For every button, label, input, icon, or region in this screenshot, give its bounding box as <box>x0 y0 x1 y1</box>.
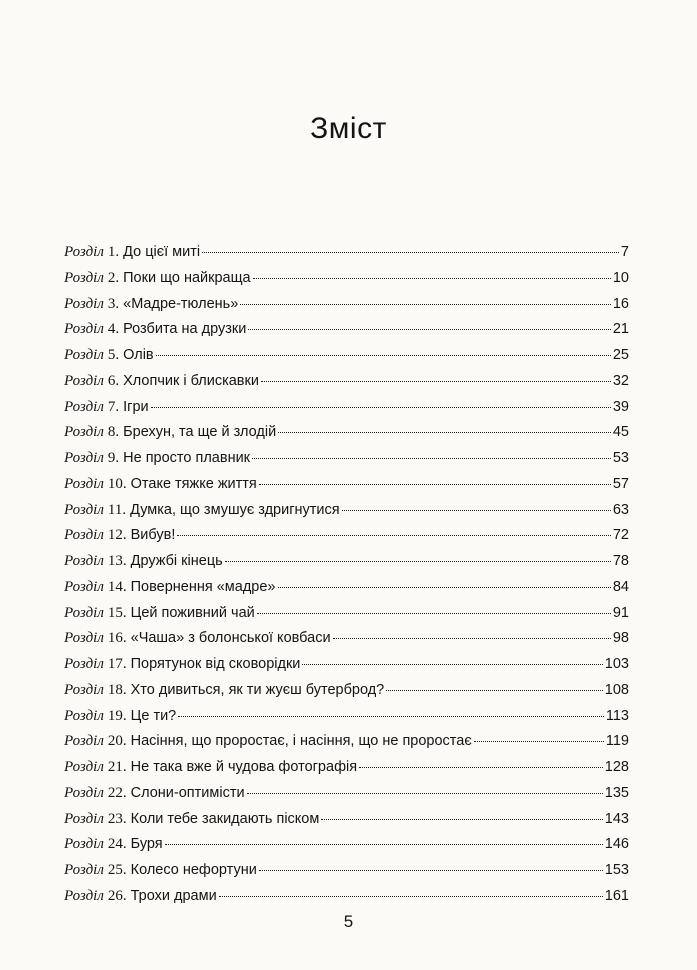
chapter-page-number: 108 <box>604 681 629 698</box>
chapter-page-number: 119 <box>605 733 629 750</box>
chapter-word: Розділ <box>64 604 104 621</box>
chapter-number: 11. <box>107 501 127 518</box>
chapter-number: 17. <box>107 656 127 672</box>
toc-entry <box>64 292 629 318</box>
dot-leader <box>386 690 603 691</box>
chapter-word: Розділ <box>64 630 104 647</box>
chapter-title: Насіння, що проростає, і насіння, що не проростає <box>130 733 472 750</box>
chapter-page-number: 72 <box>612 527 629 544</box>
table-of-contents <box>64 240 629 910</box>
toc-entry <box>64 523 629 549</box>
chapter-word: Розділ <box>64 347 104 363</box>
chapter-title: Поки що найкраща <box>123 269 251 286</box>
dot-leader <box>252 458 611 459</box>
chapter-word: Розділ <box>64 836 104 853</box>
chapter-page-number: 7 <box>620 244 629 260</box>
chapter-word: Розділ <box>64 759 104 775</box>
chapter-word: Розділ <box>64 295 104 312</box>
toc-entry <box>64 420 629 446</box>
toc-entry <box>64 729 629 755</box>
toc-entry <box>64 240 629 266</box>
dot-leader <box>474 741 604 742</box>
chapter-word: Розділ <box>64 707 104 724</box>
chapter-word: Розділ <box>64 527 104 544</box>
chapter-page-number: 161 <box>604 887 629 904</box>
chapter-title: Трохи драми <box>130 887 217 904</box>
chapter-page-number: 153 <box>604 862 629 878</box>
toc-entry <box>64 858 629 884</box>
chapter-title: Порятунок від сковорідки <box>130 656 301 672</box>
dot-leader <box>248 329 611 330</box>
chapter-page-number: 25 <box>612 347 629 363</box>
chapter-title: Колесо нефортуни <box>130 862 257 878</box>
chapter-number: 14. <box>107 578 127 595</box>
chapter-title: Розбита на друзки <box>123 321 247 338</box>
chapter-page-number: 32 <box>612 372 629 389</box>
chapter-word: Розділ <box>64 887 104 904</box>
dot-leader <box>259 484 611 485</box>
chapter-title: Брехун, та ще й злодій <box>123 424 277 441</box>
chapter-page-number: 113 <box>605 707 629 724</box>
chapter-number: 21. <box>107 759 127 775</box>
dot-leader <box>202 252 619 253</box>
toc-entry <box>64 369 629 395</box>
chapter-word: Розділ <box>64 553 104 569</box>
chapter-page-number: 45 <box>612 424 629 441</box>
chapter-title: Хлопчик і блискавки <box>123 372 259 389</box>
chapter-word: Розділ <box>64 244 104 260</box>
dot-leader <box>321 819 602 820</box>
chapter-title: Олів <box>123 347 154 363</box>
dot-leader <box>177 535 610 536</box>
chapter-number: 2. <box>107 269 120 286</box>
chapter-word: Розділ <box>64 321 104 338</box>
chapter-number: 7. <box>107 398 120 415</box>
dot-leader <box>219 896 603 897</box>
toc-entry <box>64 832 629 858</box>
chapter-number: 13. <box>107 553 127 569</box>
chapter-word: Розділ <box>64 475 104 492</box>
chapter-title: Не така вже й чудова фотографія <box>130 759 358 775</box>
chapter-page-number: 103 <box>604 656 629 672</box>
toc-entry <box>64 626 629 652</box>
toc-entry <box>64 266 629 292</box>
chapter-word: Розділ <box>64 424 104 441</box>
chapter-number: 10. <box>107 475 127 492</box>
dot-leader <box>278 587 611 588</box>
chapter-word: Розділ <box>64 501 104 518</box>
dot-leader <box>259 870 603 871</box>
chapter-title: Отаке тяжке життя <box>130 475 257 492</box>
chapter-word: Розділ <box>64 656 104 672</box>
chapter-page-number: 63 <box>612 501 629 518</box>
toc-entry <box>64 755 629 781</box>
chapter-title: Буря <box>130 836 163 853</box>
chapter-number: 18. <box>107 681 127 698</box>
chapter-page-number: 53 <box>612 450 629 466</box>
chapter-title: Слони-оптимісти <box>130 784 245 801</box>
dot-leader <box>253 278 611 279</box>
chapter-number: 22. <box>107 784 127 801</box>
chapter-title: Повернення «мадре» <box>130 578 276 595</box>
chapter-title: Не просто плавник <box>123 450 251 466</box>
chapter-page-number: 135 <box>604 784 629 801</box>
chapter-title: Дружбі кінець <box>130 553 223 569</box>
chapter-page-number: 91 <box>612 604 629 621</box>
chapter-number: 20. <box>107 733 127 750</box>
chapter-title: Коли тебе закидають піском <box>130 810 320 827</box>
chapter-page-number: 21 <box>612 321 629 338</box>
toc-entry <box>64 395 629 421</box>
chapter-page-number: 57 <box>612 475 629 492</box>
toc-entry <box>64 601 629 627</box>
dot-leader <box>261 381 611 382</box>
chapter-page-number: 78 <box>612 553 629 569</box>
toc-entry <box>64 678 629 704</box>
toc-entry <box>64 807 629 833</box>
chapter-word: Розділ <box>64 784 104 801</box>
chapter-word: Розділ <box>64 862 104 878</box>
chapter-word: Розділ <box>64 681 104 698</box>
chapter-title: Ігри <box>123 398 149 415</box>
dot-leader <box>247 793 603 794</box>
toc-entry <box>64 498 629 524</box>
chapter-title: «Мадре-тюлень» <box>123 295 239 312</box>
chapter-page-number: 39 <box>612 398 629 415</box>
chapter-number: 12. <box>107 527 127 544</box>
chapter-page-number: 16 <box>612 295 629 312</box>
dot-leader <box>225 561 611 562</box>
chapter-word: Розділ <box>64 810 104 827</box>
chapter-page-number: 143 <box>604 810 629 827</box>
page-number: 5 <box>343 912 354 931</box>
chapter-title: Цей поживний чай <box>130 604 255 621</box>
chapter-page-number: 10 <box>612 269 629 286</box>
chapter-number: 5. <box>107 347 120 363</box>
chapter-title: «Чаша» з болонської ковбаси <box>130 630 331 647</box>
chapter-page-number: 98 <box>612 630 629 647</box>
dot-leader <box>165 844 603 845</box>
toc-entry <box>64 652 629 678</box>
chapter-number: 23. <box>107 810 127 827</box>
dot-leader <box>333 638 611 639</box>
dot-leader <box>278 432 611 433</box>
chapter-title: Це ти? <box>130 707 177 724</box>
toc-entry <box>64 575 629 601</box>
chapter-number: 19. <box>107 707 127 724</box>
toc-entry <box>64 446 629 472</box>
dot-leader <box>178 716 604 717</box>
chapter-word: Розділ <box>64 733 104 750</box>
page-title: Зміст <box>310 112 387 145</box>
dot-leader <box>156 355 611 356</box>
dot-leader <box>257 613 611 614</box>
toc-entry <box>64 884 629 910</box>
chapter-word: Розділ <box>64 269 104 286</box>
chapter-number: 26. <box>107 887 127 904</box>
chapter-page-number: 84 <box>612 578 629 595</box>
chapter-number: 3. <box>107 295 120 312</box>
chapter-number: 25. <box>107 862 127 878</box>
chapter-title: Вибув! <box>130 527 176 544</box>
chapter-number: 16. <box>107 630 127 647</box>
chapter-number: 24. <box>107 836 127 853</box>
chapter-number: 1. <box>107 244 120 260</box>
dot-leader <box>359 767 603 768</box>
toc-entry <box>64 704 629 730</box>
chapter-number: 4. <box>107 321 120 338</box>
chapter-page-number: 128 <box>604 759 629 775</box>
toc-entry <box>64 549 629 575</box>
chapter-number: 6. <box>107 372 120 389</box>
chapter-word: Розділ <box>64 372 104 389</box>
toc-entry <box>64 343 629 369</box>
dot-leader <box>240 304 611 305</box>
dot-leader <box>151 407 611 408</box>
chapter-word: Розділ <box>64 398 104 415</box>
toc-entry <box>64 781 629 807</box>
chapter-title: До цієї миті <box>123 244 201 260</box>
chapter-word: Розділ <box>64 450 104 466</box>
chapter-word: Розділ <box>64 578 104 595</box>
chapter-number: 9. <box>107 450 120 466</box>
dot-leader <box>302 664 602 665</box>
dot-leader <box>342 510 611 511</box>
toc-entry <box>64 472 629 498</box>
chapter-page-number: 146 <box>604 836 629 853</box>
chapter-title: Хто дивиться, як ти жуєш бутерброд? <box>130 681 385 698</box>
chapter-number: 15. <box>107 604 127 621</box>
chapter-number: 8. <box>107 424 120 441</box>
chapter-title: Думка, що змушує здригнутися <box>130 501 340 518</box>
toc-entry <box>64 317 629 343</box>
